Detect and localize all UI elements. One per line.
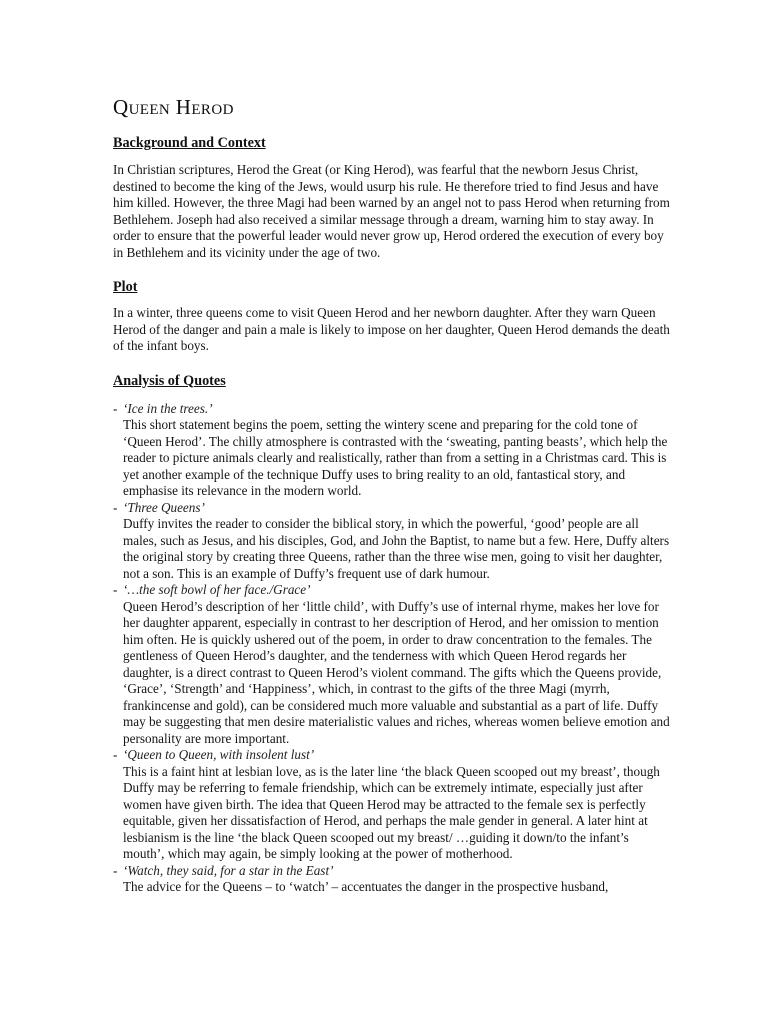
- list-dash: -: [113, 862, 118, 878]
- quote-analysis: Queen Herod’s description of her ‘little child’, with Duffy’s use of internal rhyme, makes her love for her daughter apparent, especially in contrast to her description of Herod, and her omission to mention him often. He is quickly ushered out of the poem, in order to draw concentration to the females. The gentleness of Queen Herod’s daughter, and the tenderness with which Queen Herod regards her daughter, is a direct contrast to Queen Herod’s violent command. The gifts which the Queens provide, ‘Grace’, ‘Strength’ and ‘Happiness’, which, in contrast to the gifts of the three Magi (myrrh, frankincense and gold), can be considered much more valuable and substantial as a part of life. Duffy may be suggesting that men desire materialistic values and riches, whereas women believe emotion and personality are more important.: [123, 598, 670, 746]
- quote-item: [113, 582, 672, 747]
- plot-paragraph: In a winter, three queens come to visit Queen Herod and her newborn daughter. After they warn Queen Herod of the danger and pain a male is likely to impose on her daughter, Queen Herod demands the death of the infant boys.: [113, 305, 670, 353]
- document-title: Queen Herod: [113, 95, 234, 119]
- list-dash: -: [113, 747, 118, 762]
- list-dash: -: [113, 582, 118, 597]
- quote-analysis: The advice for the Queens – to ‘watch’ – accentuates the danger in the prospective husband,: [123, 879, 609, 894]
- quote-text: ‘Watch, they said, for a star in the East’: [123, 862, 334, 878]
- background-paragraph: In Christian scriptures, Herod the Great (or King Herod), was fearful that the newborn Jesus Christ, destined to become the king of the Jews, would usurp his rule. He therefore tried to find Jesus and have him killed. However, the three Magi had been warned by an angel not to pass Herod when returning from Bethlehem. Joseph had also received a similar message through a dream, warning him to stay away. In order to ensure that the powerful leader would never grow up, Herod ordered the execution of every boy in Bethlehem and its vicinity under the age of two.: [113, 162, 670, 260]
- quote-text: ‘Ice in the trees.’: [123, 400, 213, 416]
- quote-item: [113, 863, 672, 896]
- quote-analysis: This is a faint hint at lesbian love, as is the later line ‘the black Queen scooped out my breast’, though Duffy may be referring to female friendship, which can be extremely intimate, especially just after women have given birth. The idea that Queen Herod may be attracted to the female sex is perfectly equitable, given her dissatisfaction of Herod, and perhaps the male gender in general. A later hint at lesbianism is the line ‘the black Queen scooped out my breast/ …guiding it down/to the infant’s mouth’, which may again, be simply looking at the power of motherhood.: [123, 763, 660, 861]
- analysis-heading: Analysis of Quotes: [113, 372, 226, 389]
- quote-item: [113, 500, 672, 583]
- quote-analysis: Duffy invites the reader to consider the biblical story, in which the powerful, ‘good’ people are all males, such as Jesus, and his disciples, God, and John the Baptist, to name but a few. Here, Duffy alters the original story by creating three Queens, rather than the three wise men, going to visit her daughter, not a son. This is an example of Duffy’s frequent use of dark humour.: [123, 516, 670, 581]
- quote-text: ‘Three Queens’: [123, 499, 205, 515]
- quote-analysis: This short statement begins the poem, setting the wintery scene and preparing for the cold tone of ‘Queen Herod’. The chilly atmosphere is contrasted with the ‘sweating, panting beasts’, which help the reader to picture animals clearly and realistically, rather than from a setting in a Christmas card. This is yet another example of the technique Duffy uses to bring reality to an old, fantastical story, and emphasise its relevance in the modern world.: [123, 417, 668, 498]
- background-heading: Background and Context: [113, 135, 266, 151]
- list-dash: -: [113, 400, 118, 416]
- quote-item: [113, 401, 672, 500]
- plot-heading: Plot: [113, 279, 138, 295]
- quote-text: ‘…the soft bowl of her face./Grace’: [123, 582, 311, 597]
- list-dash: -: [113, 499, 118, 515]
- quote-list: [113, 401, 672, 896]
- quote-text: ‘Queen to Queen, with insolent lust’: [123, 747, 315, 762]
- quote-item: [113, 747, 672, 863]
